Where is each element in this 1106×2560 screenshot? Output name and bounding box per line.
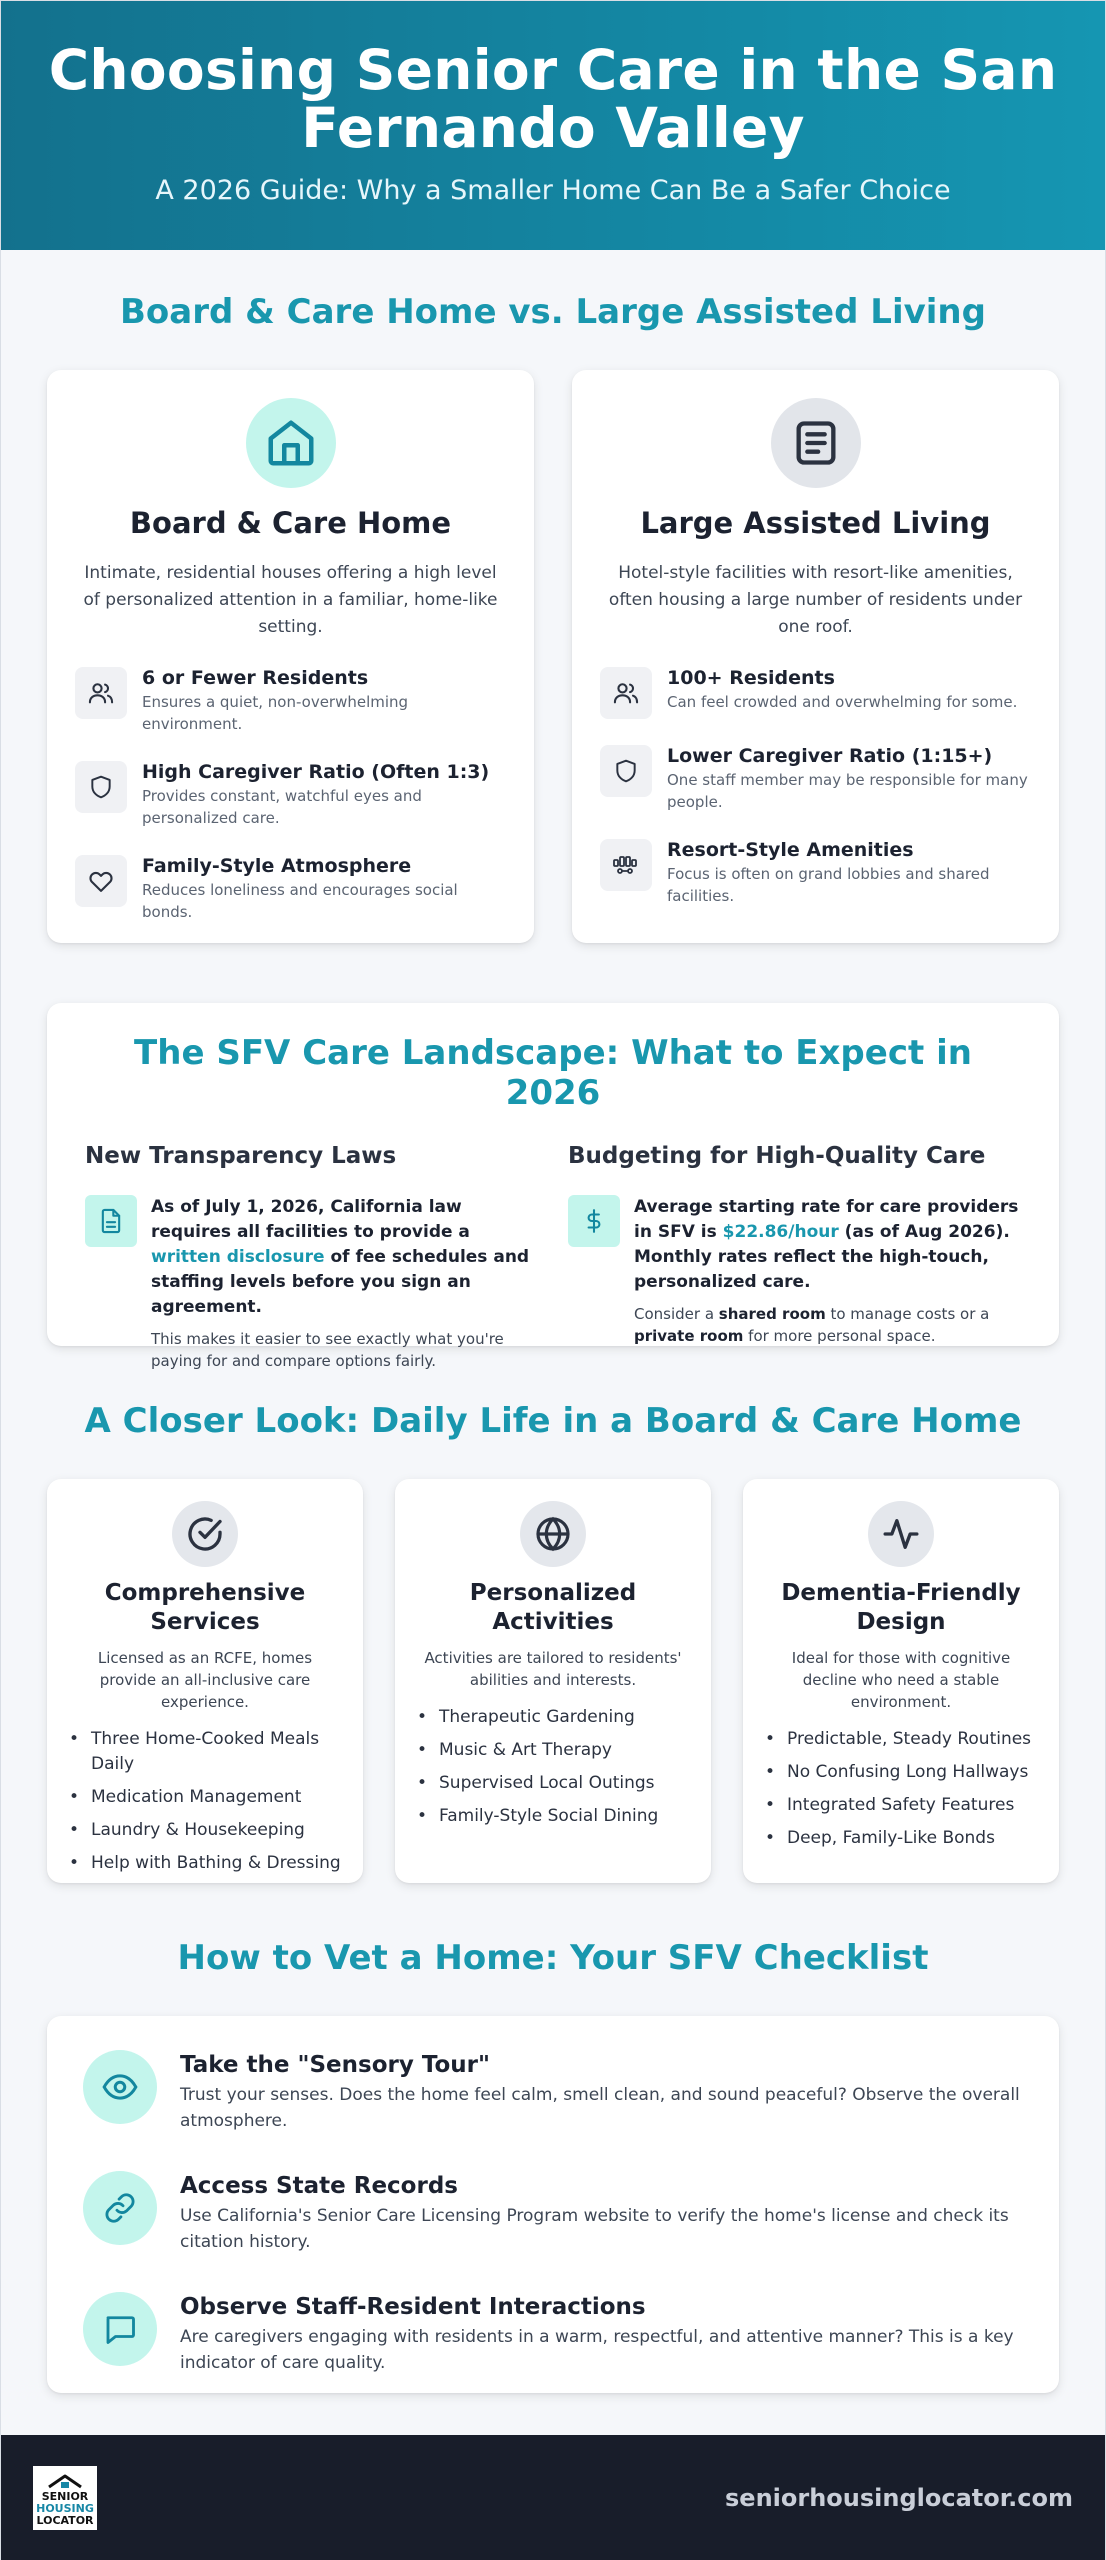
logo-text-senior: SENIOR [41, 2489, 89, 2503]
landscape-card [47, 1003, 1059, 1370]
heart-icon [75, 855, 127, 907]
checklist-item-title: Observe Staff-Resident Interactions [180, 2294, 646, 2320]
feature-desc: Focus is often on grand lobbies and shared facilities. [667, 865, 990, 905]
feature-item [75, 761, 506, 829]
checklist-card [47, 2016, 1059, 2393]
transparency-row [85, 1195, 538, 1372]
feature-item [600, 839, 1031, 907]
checklist-item [83, 2286, 1023, 2376]
shared-room-text: shared room [718, 1305, 826, 1323]
activities-list [417, 1705, 689, 1829]
budget-text-start: Average starting rate for care providers in SFV is [634, 1197, 1019, 1242]
feature-desc: Ensures a quiet, non-overwhelming environment. [142, 693, 409, 733]
budget-note-mid: to manage costs or a [825, 1305, 990, 1323]
dementia-list [765, 1727, 1037, 1851]
board-care-title: Board & Care Home [129, 506, 452, 540]
file-text-icon [85, 1195, 137, 1247]
feature-desc: One staff member may be responsible for many people. [667, 771, 1028, 811]
house-roof-icon [45, 2473, 85, 2491]
daily-life-title: A Closer Look: Daily Life in a Board & Care Home [84, 1401, 1022, 1441]
transparency-text-start: As of July 1, 2026, California law requires all facilities to provide a [151, 1197, 470, 1242]
feature-title: Family-Style Atmosphere [142, 855, 412, 877]
activity-icon [868, 1501, 934, 1567]
list-item: • Music & Art Therapy [417, 1738, 689, 1763]
users-icon [600, 667, 652, 719]
feature-desc: Provides constant, watchful eyes and personalized care. [142, 787, 422, 827]
feature-title: Lower Caregiver Ratio (1:15+) [667, 745, 993, 767]
comparison-cards [47, 370, 1059, 943]
card-title: Personalized Activities [469, 1580, 637, 1635]
list-item: • Help with Bathing & Dressing [69, 1851, 341, 1876]
landscape-columns [85, 1143, 1021, 1372]
budget-column [568, 1143, 1021, 1372]
list-item: • Deep, Family-Like Bonds [765, 1826, 1037, 1851]
list-item: • Laundry & Housekeeping [69, 1818, 341, 1843]
page-subtitle: A 2026 Guide: Why a Smaller Home Can Be a Safer Choice [155, 175, 951, 206]
document-icon [771, 398, 861, 488]
feature-title: Resort-Style Amenities [667, 839, 914, 861]
globe-icon [520, 1501, 586, 1567]
list-item: • Family-Style Social Dining [417, 1804, 689, 1829]
transparency-text-end: of fee schedules and staffing levels before you sign an agreement. [151, 1247, 530, 1317]
written-disclosure-highlight: written disclosure [151, 1247, 325, 1267]
board-care-card [47, 370, 534, 943]
footer [1, 2435, 1105, 2560]
transparency-heading: New Transparency Laws [85, 1143, 397, 1169]
home-icon [246, 398, 336, 488]
users-icon [75, 667, 127, 719]
hourly-rate-highlight: $22.86/hour [722, 1222, 839, 1242]
feature-desc: Can feel crowded and overwhelming for some. [667, 693, 1018, 711]
checklist-item-title: Take the "Sensory Tour" [180, 2052, 490, 2078]
card-desc: Activities are tailored to residents' abilities and interests. [424, 1649, 682, 1689]
check-circle-icon [172, 1501, 238, 1567]
hero-banner [1, 1, 1105, 250]
board-care-desc: Intimate, residential houses offering a high level of personalized attention in a familiar, home-like setting. [83, 563, 498, 637]
checklist-title: How to Vet a Home: Your SFV Checklist [177, 1938, 929, 1978]
feature-item [600, 745, 1031, 813]
daily-life-cards [47, 1479, 1059, 1883]
comparison-title: Board & Care Home vs. Large Assisted Living [120, 292, 986, 332]
link-icon [83, 2171, 157, 2245]
budget-row [568, 1195, 1021, 1347]
budget-note-end: for more personal space. [743, 1327, 936, 1345]
transparency-text [151, 1195, 538, 1320]
list-item: • Supervised Local Outings [417, 1771, 689, 1796]
checklist-item-title: Access State Records [180, 2173, 458, 2199]
card-title: Comprehensive Services [104, 1580, 306, 1635]
large-assisted-card [572, 370, 1059, 943]
list-item: • No Confusing Long Hallways [765, 1760, 1037, 1785]
page-title: Choosing Senior Care in the San Fernando Valley [48, 38, 1058, 160]
chat-icon [83, 2292, 157, 2366]
services-list [69, 1727, 341, 1876]
card-desc: Licensed as an RCFE, homes provide an all-inclusive care experience. [97, 1649, 313, 1711]
list-item: • Three Home-Cooked Meals Daily [69, 1727, 341, 1777]
feature-title: 100+ Residents [667, 667, 835, 689]
feature-title: High Caregiver Ratio (Often 1:3) [142, 761, 490, 783]
website-link[interactable]: seniorhousinglocator.com [725, 2483, 1073, 2512]
list-item: • Integrated Safety Features [765, 1793, 1037, 1818]
logo-text-locator: LOCATOR [36, 2513, 94, 2527]
feature-desc: Reduces loneliness and encourages social bonds. [142, 881, 458, 921]
budget-note [634, 1303, 1021, 1347]
checklist-item [83, 2044, 1023, 2134]
budget-text-end: (as of Aug 2026). Monthly rates reflect the high-touch, personalized care. [634, 1222, 1010, 1292]
budget-text [634, 1195, 1021, 1295]
logo-text-housing: HOUSING [36, 2501, 94, 2515]
shield-icon [75, 761, 127, 813]
activities-card [395, 1479, 711, 1883]
eye-icon [83, 2050, 157, 2124]
feature-item [75, 855, 506, 923]
checklist-item [83, 2165, 1023, 2255]
list-item: • Therapeutic Gardening [417, 1705, 689, 1730]
transparency-note: This makes it easier to see exactly what you're paying for and compare options fairly. [151, 1330, 504, 1370]
dementia-card [743, 1479, 1059, 1883]
list-item: • Medication Management [69, 1785, 341, 1810]
checklist-item-desc: Are caregivers engaging with residents in a warm, respectful, and attentive manner? This is a key indicator of care quality. [180, 2327, 1014, 2373]
checklist-item-desc: Use California's Senior Care Licensing Program website to verify the home's license and check its citation history. [180, 2206, 1009, 2252]
card-title: Dementia-Friendly Design [781, 1580, 1021, 1635]
amenities-icon [600, 839, 652, 891]
checklist-item-desc: Trust your senses. Does the home feel calm, smell clean, and sound peaceful? Observe the overall atmosphere. [180, 2085, 1020, 2131]
card-desc: Ideal for those with cognitive decline who need a stable environment. [791, 1649, 1011, 1711]
shield-icon [600, 745, 652, 797]
feature-title: 6 or Fewer Residents [142, 667, 369, 689]
large-assisted-title: Large Assisted Living [640, 506, 991, 540]
senior-housing-locator-logo [33, 2466, 97, 2530]
budget-heading: Budgeting for High-Quality Care [568, 1143, 986, 1169]
budget-note-start: Consider a [634, 1305, 719, 1323]
large-assisted-desc: Hotel-style facilities with resort-like amenities, often housing a large number of residents under one roof. [608, 563, 1023, 637]
landscape-title: The SFV Care Landscape: What to Expect in 2026 [134, 1033, 972, 1113]
list-item: • Predictable, Steady Routines [765, 1727, 1037, 1752]
private-room-text: private room [634, 1327, 744, 1345]
feature-item [600, 667, 1031, 719]
dollar-icon [568, 1195, 620, 1247]
feature-item [75, 667, 506, 735]
transparency-column [85, 1143, 538, 1372]
services-card [47, 1479, 363, 1883]
